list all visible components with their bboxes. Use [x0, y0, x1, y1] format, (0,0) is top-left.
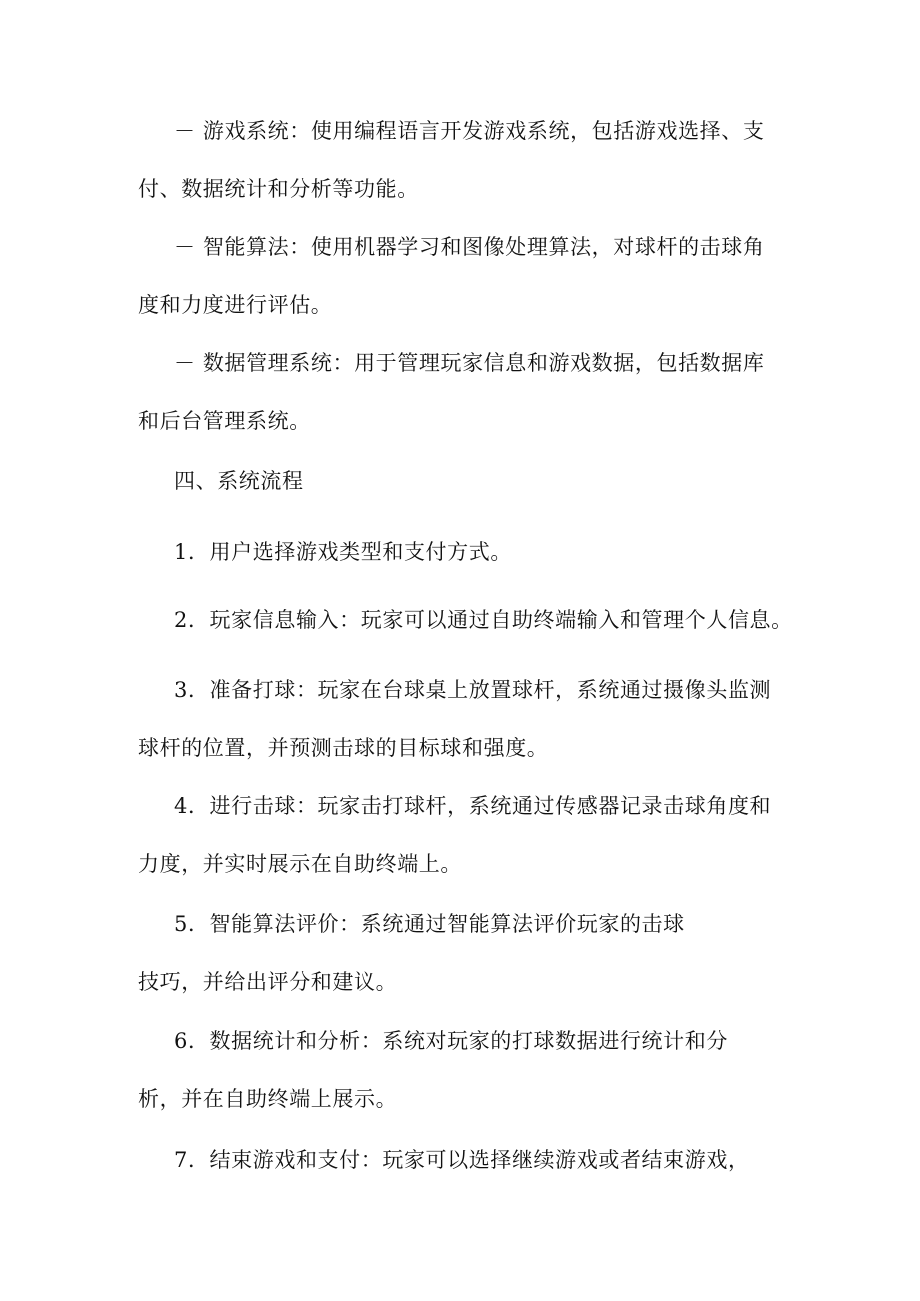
- paragraph-line: 付、数据统计和分析等功能。: [138, 177, 419, 201]
- paragraph-line: 和后台管理系统。: [138, 409, 311, 433]
- step-line: 析，并在自助终端上展示。: [138, 1087, 398, 1111]
- step-5: [138, 895, 798, 1011]
- paragraph-smart-algorithm: [138, 218, 798, 334]
- paragraph-data-management: [138, 334, 798, 450]
- step-1: [138, 523, 798, 581]
- step-line: 3．准备打球：玩家在台球桌上放置球杆，系统通过摄像头监测: [174, 678, 772, 702]
- paragraph-line: － 智能算法：使用机器学习和图像处理算法，对球杆的击球角: [174, 235, 765, 259]
- step-6: [138, 1012, 798, 1128]
- step-line: 力度，并实时展示在自助终端上。: [138, 852, 462, 876]
- step-line: 7．结束游戏和支付：玩家可以选择继续游戏或者结束游戏，: [174, 1148, 750, 1172]
- step-line: 6．数据统计和分析：系统对玩家的打球数据进行统计和分: [174, 1029, 728, 1053]
- step-3: [138, 661, 798, 777]
- step-line: 技巧，并给出评分和建议。: [138, 970, 398, 994]
- step-4: [138, 777, 798, 893]
- step-line: 1．用户选择游戏类型和支付方式。: [174, 540, 512, 564]
- step-line: 4．进行击球：玩家击打球杆，系统通过传感器记录击球角度和: [174, 794, 772, 818]
- step-line: 球杆的位置，并预测击球的目标球和强度。: [138, 736, 549, 760]
- step-line: 2．玩家信息输入：玩家可以通过自助终端输入和管理个人信息。: [174, 608, 793, 632]
- step-2: [138, 591, 798, 649]
- paragraph-line: － 游戏系统：使用编程语言开发游戏系统，包括游戏选择、支: [174, 119, 765, 143]
- step-line: 5．智能算法评价：系统通过智能算法评价玩家的击球: [174, 912, 685, 936]
- section-heading: 四、系统流程: [174, 469, 304, 493]
- step-7: [138, 1131, 798, 1189]
- paragraph-line: 度和力度进行评估。: [138, 293, 333, 317]
- paragraph-game-system: [138, 102, 798, 218]
- paragraph-line: － 数据管理系统：用于管理玩家信息和游戏数据，包括数据库: [174, 351, 765, 375]
